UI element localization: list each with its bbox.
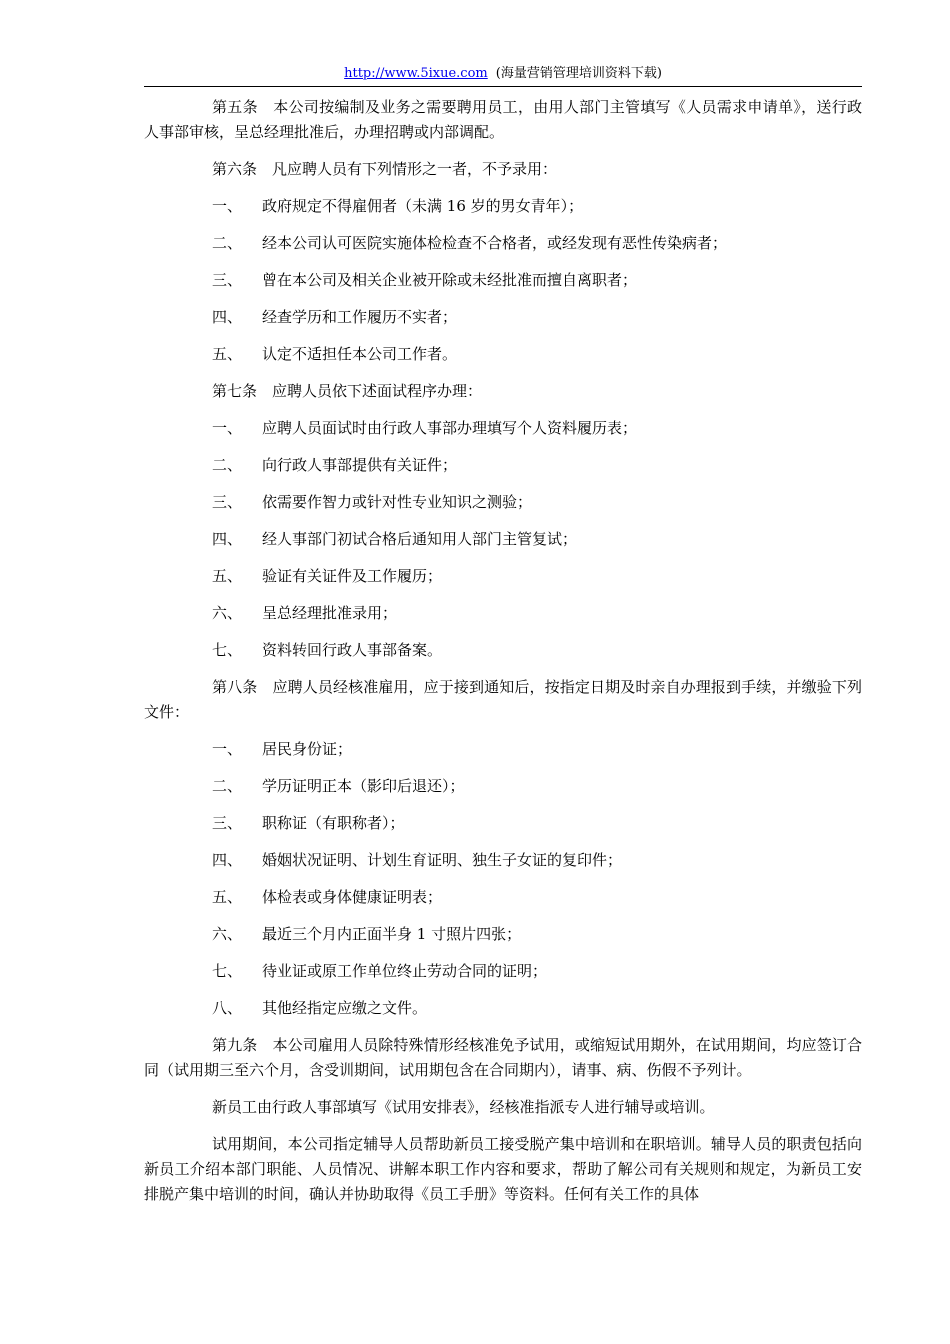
list-item-text: 曾在本公司及相关企业被开除或未经批准而擅自离职者；	[262, 271, 638, 289]
list-item-text: 呈总经理批准录用；	[262, 604, 398, 622]
list-item-number: 三、	[212, 814, 243, 832]
list-item-number: 八、	[212, 999, 243, 1017]
header-divider	[144, 86, 862, 87]
list-item	[144, 811, 862, 836]
list-item-text: 经人事部门初试合格后通知用人部门主管复试；	[262, 530, 578, 548]
list-item-text: 待业证或原工作单位终止劳动合同的证明；	[262, 962, 548, 980]
list-item	[144, 996, 862, 1021]
list-item-text: 验证有关证件及工作履历；	[262, 567, 443, 585]
list-item-text: 居民身份证；	[262, 740, 353, 758]
list-item-text: 经本公司认可医院实施体检检查不合格者，或经发现有恶性传染病者；	[262, 234, 728, 252]
list-item	[144, 416, 862, 441]
list-item-text: 最近三个月内正面半身 1 寸照片四张；	[262, 925, 522, 943]
list-item-text: 应聘人员面试时由行政人事部办理填写个人资料履历表；	[262, 419, 638, 437]
list-item-number: 四、	[212, 851, 243, 869]
list-item	[144, 305, 862, 330]
list-item-text: 政府规定不得雇佣者（未满 16 岁的男女青年）；	[262, 197, 584, 215]
list-item-text: 体检表或身体健康证明表；	[262, 888, 443, 906]
list-item-text: 其他经指定应缴之文件。	[262, 999, 428, 1017]
paragraph: 新员工由行政人事部填写《试用安排表》，经核准指派专人进行辅导或培训。	[212, 1098, 715, 1116]
list-item	[144, 527, 862, 552]
list-item-number: 六、	[212, 604, 243, 622]
list-item-number: 一、	[212, 419, 243, 437]
list-item	[144, 638, 862, 663]
list-item	[144, 959, 862, 984]
list-item	[144, 453, 862, 478]
list-item-number: 五、	[212, 345, 243, 363]
list-item	[144, 342, 862, 367]
document-body	[144, 95, 862, 1219]
list-item-text: 认定不适担任本公司工作者。	[262, 345, 458, 363]
list-item	[144, 194, 862, 219]
list-item	[144, 490, 862, 515]
list-item	[144, 848, 862, 873]
list-item-text: 资料转回行政人事部备案。	[262, 641, 443, 659]
list-item-text: 向行政人事部提供有关证件；	[262, 456, 458, 474]
list-item-number: 四、	[212, 530, 243, 548]
list-item-text: 经查学历和工作履历不实者；	[262, 308, 458, 326]
list-item-number: 七、	[212, 962, 243, 980]
list-item-number: 二、	[212, 234, 243, 252]
list-item-number: 四、	[212, 308, 243, 326]
list-item-number: 一、	[212, 197, 243, 215]
page-header	[144, 66, 862, 82]
list-item	[144, 231, 862, 256]
list-item	[144, 885, 862, 910]
list-item-text: 婚姻状况证明、计划生育证明、独生子女证的复印件；	[262, 851, 623, 869]
list-item-number: 一、	[212, 740, 243, 758]
paragraph: 第五条 本公司按编制及业务之需要聘用员工，由用人部门主管填写《人员需求申请单》，送行政人事部审核，呈总经理批准后，办理招聘或内部调配。	[144, 98, 862, 141]
list-item-number: 五、	[212, 567, 243, 585]
list-item-number: 二、	[212, 456, 243, 474]
list-item-text: 依需要作智力或针对性专业知识之测验；	[262, 493, 533, 511]
paragraph: 试用期间，本公司指定辅导人员帮助新员工接受脱产集中培训和在职培训。辅导人员的职责包括向新员工介绍本部门职能、人员情况、讲解本职工作内容和要求，帮助了解公司有关规则和规定，为新员工安排脱产集中培训的时间，确认并协助取得《员工手册》等资料。任何有关工作的具体	[144, 1135, 862, 1203]
list-item	[144, 564, 862, 589]
paragraph: 第九条 本公司雇用人员除特殊情形经核准免予试用，或缩短试用期外，在试用期间，均应签订合同（试用期三至六个月，含受训期间，试用期包含在合同期内），请事、病、伤假不予列计。	[144, 1036, 862, 1079]
list-item-number: 五、	[212, 888, 243, 906]
paragraph: 第八条 应聘人员经核准雇用，应于接到通知后，按指定日期及时亲自办理报到手续，并缴验下列文件：	[144, 678, 862, 721]
list-item-number: 三、	[212, 271, 243, 289]
list-item-text: 学历证明正本（影印后退还）；	[262, 777, 465, 795]
list-item-number: 二、	[212, 777, 243, 795]
list-item	[144, 601, 862, 626]
paragraph: 第六条 凡应聘人员有下列情形之一者，不予录用：	[212, 160, 558, 178]
list-item-number: 七、	[212, 641, 243, 659]
site-link[interactable]: http://www.5ixue.com	[344, 66, 488, 81]
list-item-number: 六、	[212, 925, 243, 943]
header-note: (海量营销管理培训资料下载)	[495, 66, 662, 81]
list-item	[144, 737, 862, 762]
list-item	[144, 268, 862, 293]
paragraph: 第七条 应聘人员依下述面试程序办理：	[212, 382, 483, 400]
list-item-text: 职称证（有职称者）；	[262, 814, 405, 832]
list-item	[144, 774, 862, 799]
list-item-number: 三、	[212, 493, 243, 511]
list-item	[144, 922, 862, 947]
